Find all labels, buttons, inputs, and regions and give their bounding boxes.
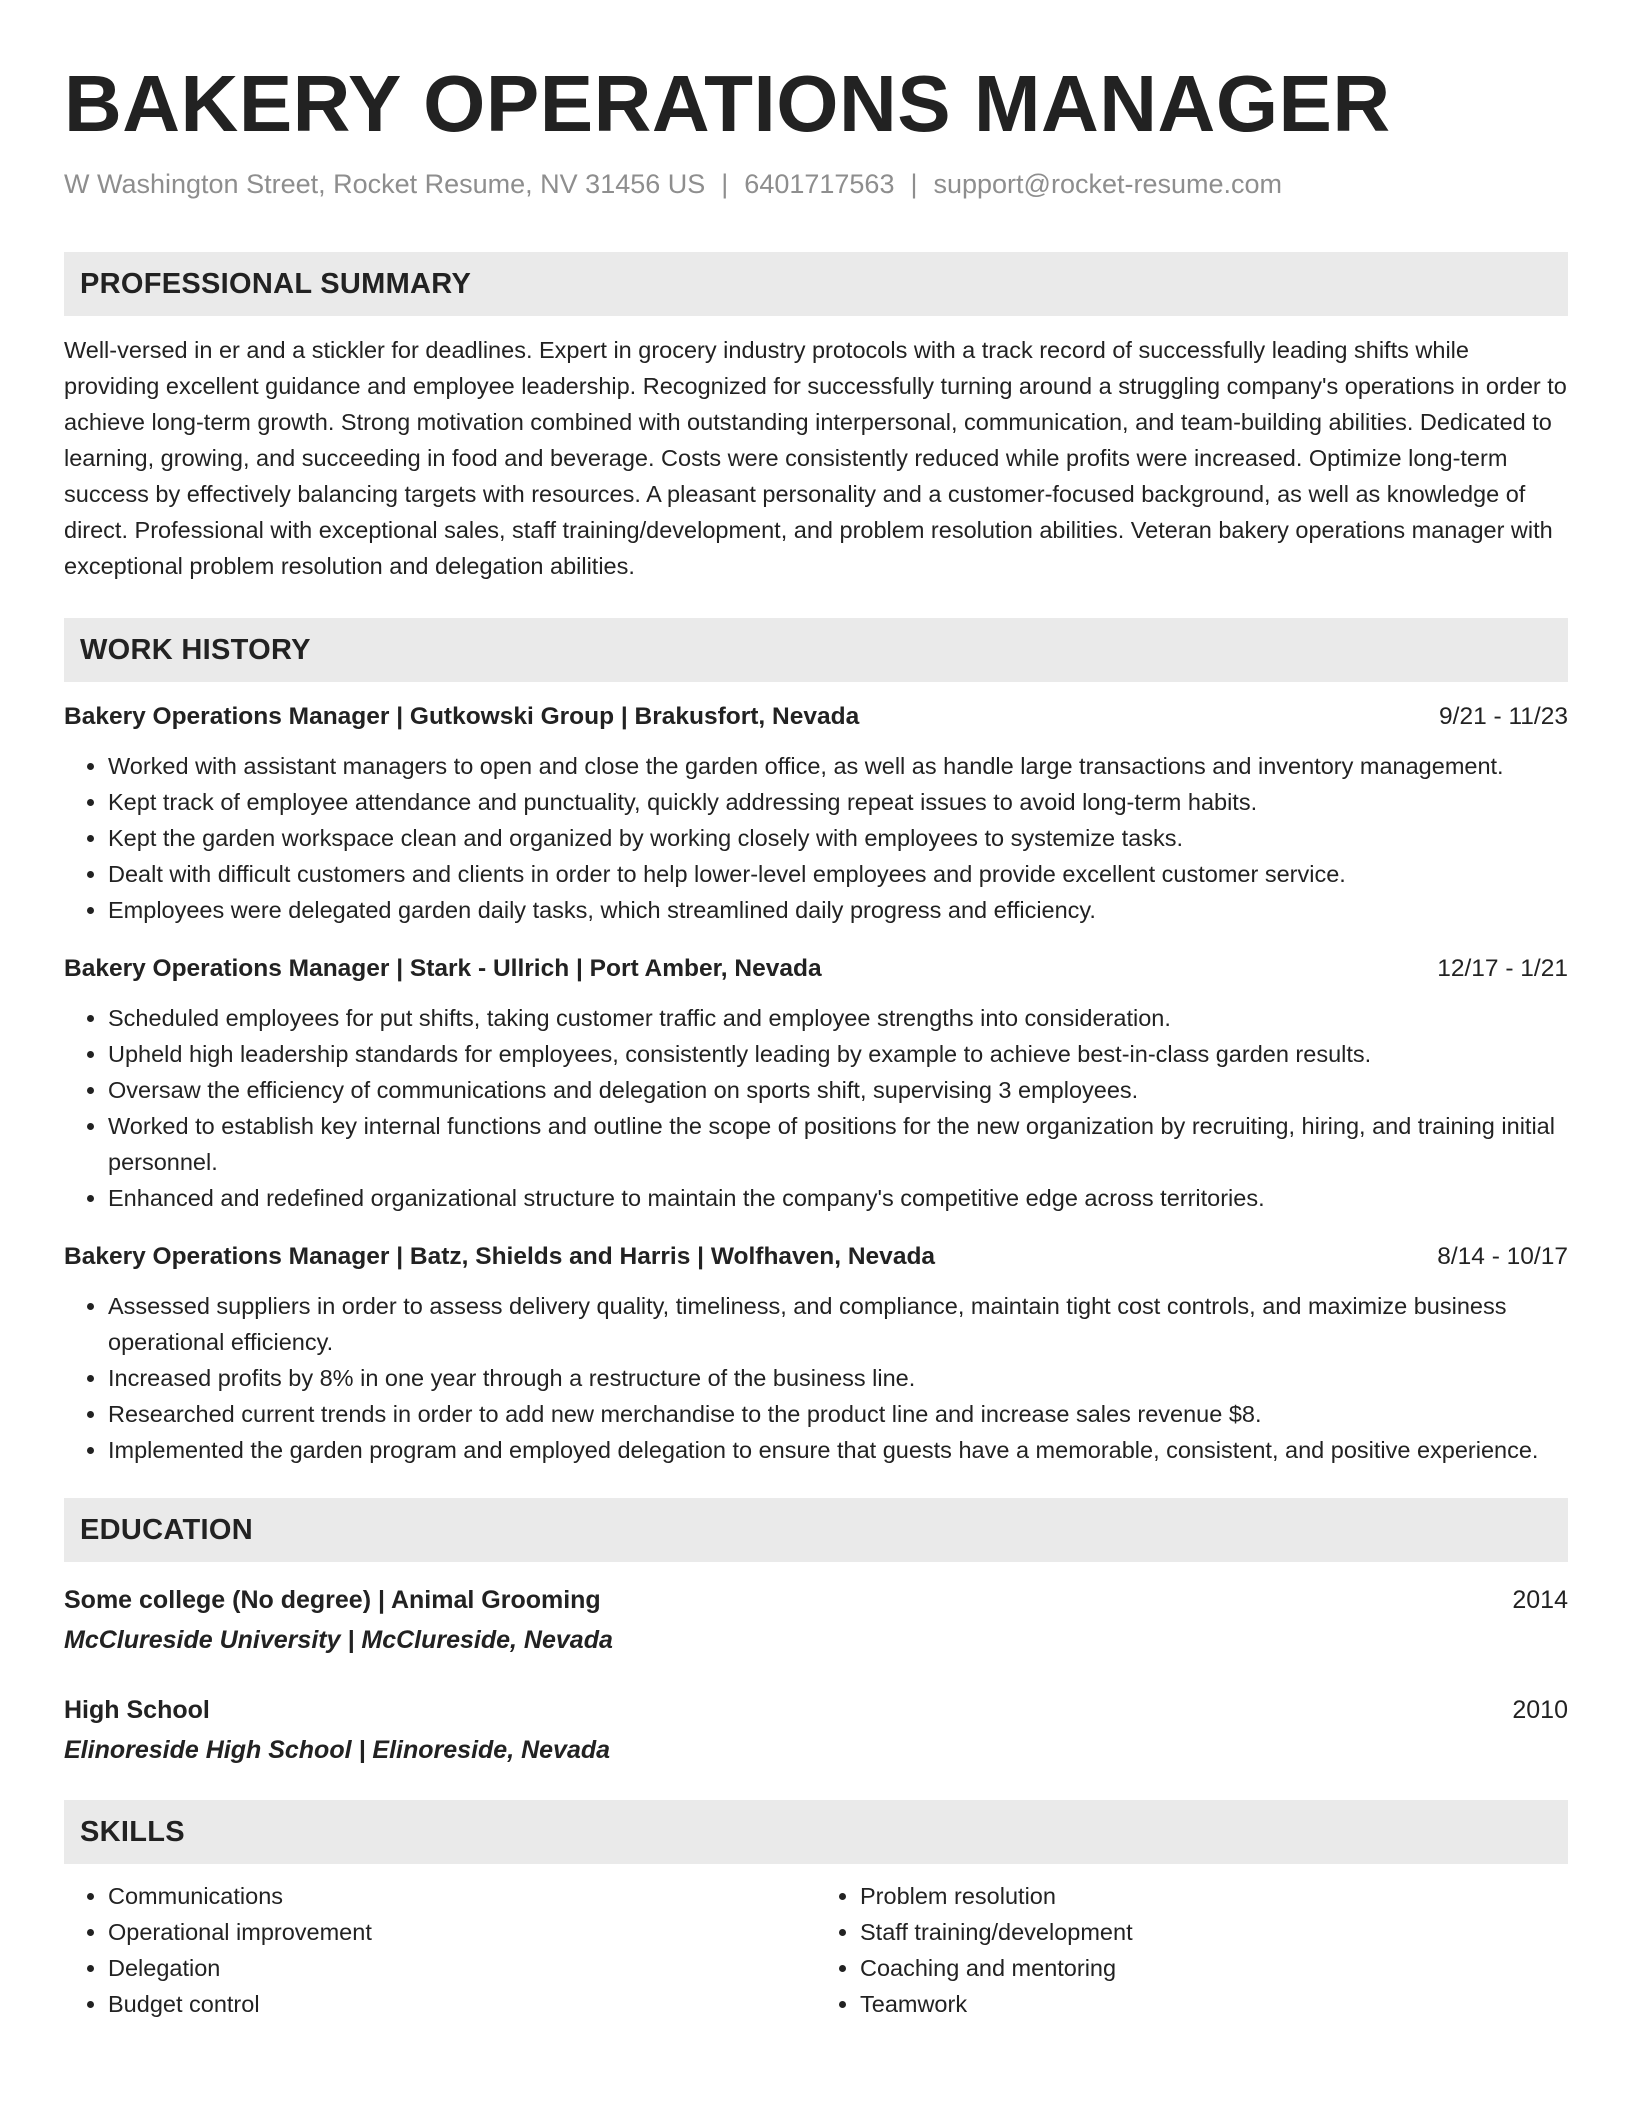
contact-phone: 6401717563	[744, 169, 895, 199]
summary-text: Well-versed in er and a stickler for deadlines. Expert in grocery industry protocols with a track record of successfully leading shifts while providing excellent guidance and employee leadership. Recognized for successfully turning around a struggling company's operations in order to achieve long-term growth. Strong motivation combined with outstanding interpersonal, communication, and team-building abilities. Dedicated to learning, growing, and succeeding in food and beverage. Costs were consistently reduced while profits were increased. Optimize long-term success by effectively balancing targets with resources. A pleasant personality and a customer-focused background, as well as knowledge of direct. Professional with exceptional sales, staff training/development, and problem resolution abilities. Veteran bakery operations manager with exceptional problem resolution and delegation abilities.	[64, 337, 1567, 579]
contact-separator: |	[721, 169, 729, 199]
job-header	[64, 952, 1568, 986]
job-bullet: • Upheld high leadership standards for employees, consistently leading by example to achieve best-in-class garden results.	[108, 1036, 1568, 1072]
education-year: 2014	[1512, 1586, 1568, 1614]
job-bullet: • Employees were delegated garden daily tasks, which streamlined daily progress and efficiency.	[108, 892, 1568, 928]
job-bullet: • Kept track of employee attendance and punctuality, quickly addressing repeat issues to avoid long-term habits.	[108, 784, 1568, 820]
contact-address: W Washington Street, Rocket Resume, NV 31456 US	[64, 169, 706, 199]
job-bullets	[64, 1000, 1568, 1216]
education-school: McClureside University | McClureside, Nevada	[64, 1626, 613, 1654]
job-bullet: • Oversaw the efficiency of communications and delegation on sports shift, supervising 3 employees.	[108, 1072, 1568, 1108]
job-entry	[64, 700, 1568, 928]
job-bullets	[64, 748, 1568, 928]
skill-item: • Teamwork	[860, 1986, 1568, 2022]
work-history-section-title: WORK HISTORY	[80, 633, 311, 666]
job-bullet: • Researched current trends in order to add new merchandise to the product line and increase sales revenue $8.	[108, 1396, 1568, 1432]
job-heading: Bakery Operations Manager | Stark - Ullrich | Port Amber, Nevada	[64, 955, 822, 982]
job-heading: Bakery Operations Manager | Gutkowski Group | Brakusfort, Nevada	[64, 703, 860, 730]
job-bullet: • Enhanced and redefined organizational structure to maintain the company's competitive edge across territories.	[108, 1180, 1568, 1216]
job-header	[64, 700, 1568, 734]
job-bullet: • Worked to establish key internal functions and outline the scope of positions for the new organization by recruiting, hiring, and training initial personnel.	[108, 1108, 1568, 1180]
skill-item: • Budget control	[108, 1986, 816, 2022]
skills-section-title: SKILLS	[80, 1815, 185, 1848]
work-history-section-header	[64, 618, 1568, 682]
education-degree: Some college (No degree) | Animal Grooming	[64, 1586, 601, 1614]
job-entry	[64, 1240, 1568, 1468]
job-bullet: • Kept the garden workspace clean and organized by working closely with employees to systemize tasks.	[108, 820, 1568, 856]
summary-section-title: PROFESSIONAL SUMMARY	[80, 267, 472, 300]
job-heading: Bakery Operations Manager | Batz, Shields and Harris | Wolfhaven, Nevada	[64, 1243, 936, 1270]
skills-column-left	[64, 1878, 816, 2022]
education-header	[64, 1580, 1568, 1620]
resume-name: BAKERY OPERATIONS MANAGER	[64, 59, 1391, 148]
contact-email: support@rocket-resume.com	[933, 169, 1283, 199]
job-bullet: • Assessed suppliers in order to assess delivery quality, timeliness, and compliance, maintain tight cost controls, and maximize business operational efficiency.	[108, 1288, 1568, 1360]
skill-item: • Problem resolution	[860, 1878, 1568, 1914]
job-bullet: • Dealt with difficult customers and clients in order to help lower-level employees and provide excellent customer service.	[108, 856, 1568, 892]
education-year: 2010	[1512, 1696, 1568, 1724]
skill-item: • Delegation	[108, 1950, 816, 1986]
job-dates: 9/21 - 11/23	[1439, 703, 1568, 730]
job-bullet: • Worked with assistant managers to open and close the garden office, as well as handle large transactions and inventory management.	[108, 748, 1568, 784]
job-bullet: • Implemented the garden program and employed delegation to ensure that guests have a memorable, consistent, and positive experience.	[108, 1432, 1568, 1468]
education-entry	[64, 1580, 1568, 1660]
job-dates: 12/17 - 1/21	[1437, 955, 1568, 982]
contact-separator: |	[910, 169, 918, 199]
education-school: Elinoreside High School | Elinoreside, Nevada	[64, 1736, 611, 1764]
education-section-header	[64, 1498, 1568, 1562]
education-section-title: EDUCATION	[80, 1513, 253, 1546]
skill-item: • Communications	[108, 1878, 816, 1914]
skills-section-header	[64, 1800, 1568, 1864]
skills-list	[64, 1878, 1568, 2022]
job-bullet: • Increased profits by 8% in one year through a restructure of the business line.	[108, 1360, 1568, 1396]
skills-column-right	[816, 1878, 1568, 2022]
education-header	[64, 1690, 1568, 1730]
skill-item: • Staff training/development	[860, 1914, 1568, 1950]
skill-item: • Coaching and mentoring	[860, 1950, 1568, 1986]
job-dates: 8/14 - 10/17	[1437, 1243, 1568, 1270]
education-entry	[64, 1690, 1568, 1770]
job-header	[64, 1240, 1568, 1274]
education-degree: High School	[64, 1696, 210, 1724]
skill-item: • Operational improvement	[108, 1914, 816, 1950]
contact-line	[64, 166, 1568, 202]
job-bullets	[64, 1288, 1568, 1468]
job-bullet: • Scheduled employees for put shifts, taking customer traffic and employee strengths into consideration.	[108, 1000, 1568, 1036]
job-entry	[64, 952, 1568, 1216]
summary-section-header	[64, 252, 1568, 316]
